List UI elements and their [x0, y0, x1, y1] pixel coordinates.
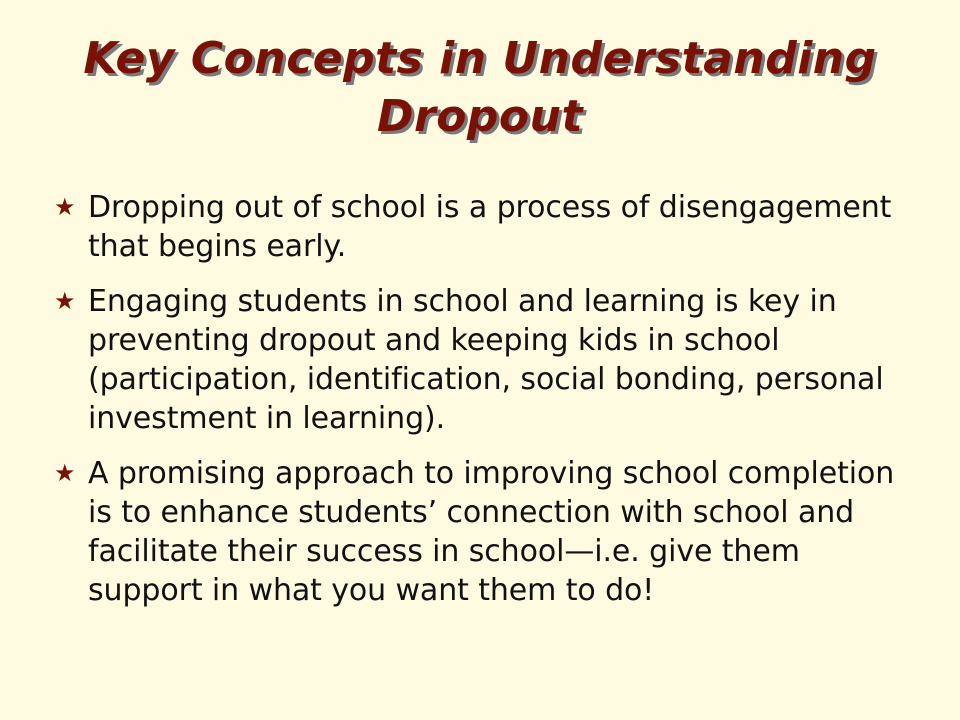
bullet-text: Engaging students in school and learning is key in preventing dropout and keeping kids in school (participation, identification, social bonding, personal investment in learning). — [88, 284, 884, 436]
bullet-item — [50, 282, 910, 438]
bullet-list — [50, 188, 910, 626]
star-icon: ★ — [54, 459, 76, 487]
title-line-1: Key Concepts in Understanding — [83, 33, 877, 84]
slide-title — [0, 30, 960, 146]
title-line-2: Dropout — [376, 91, 584, 142]
bullet-text: Dropping out of school is a process of disengagement that begins early. — [88, 190, 892, 264]
star-icon: ★ — [54, 193, 76, 221]
bullet-text: A promising approach to improving school completion is to enhance students’ connection with school and facilitate their success in school—i.e. give them support in what you want them to do! — [88, 456, 895, 608]
bullet-item — [50, 454, 910, 610]
star-icon: ★ — [54, 287, 76, 315]
bullet-item — [50, 188, 910, 266]
